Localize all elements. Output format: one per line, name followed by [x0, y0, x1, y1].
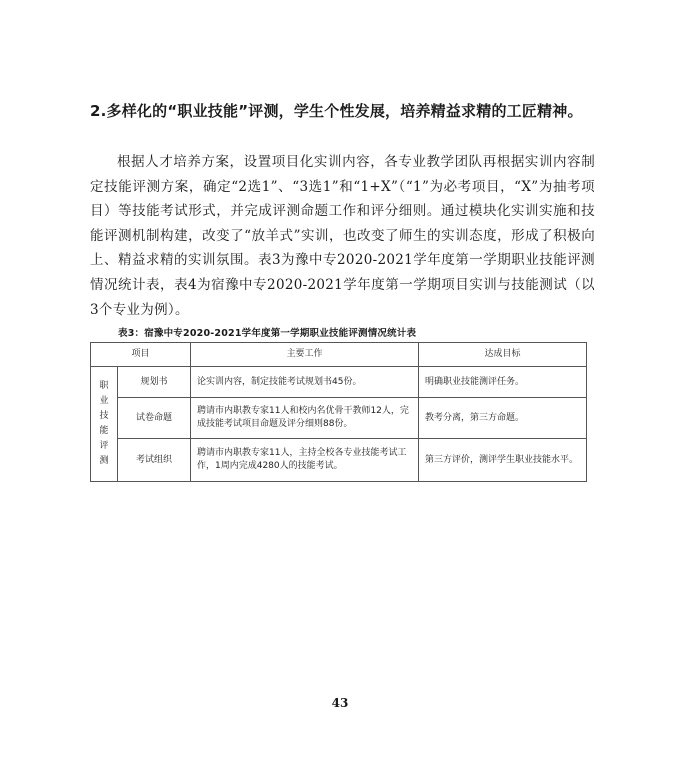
sub-item-cell: 试卷命题 [118, 398, 191, 439]
sub-item-cell: 规划书 [118, 367, 191, 398]
section-heading: 2.多样化的“职业技能”评测，学生个性发展，培养精益求精的工匠精神。 [90, 102, 583, 120]
skills-assessment-table [90, 342, 587, 482]
goal-cell: 明确职业技能测评任务。 [419, 367, 587, 398]
category-label: 职业技能评测 [99, 381, 109, 466]
table-header-row [91, 343, 587, 367]
table-row [91, 439, 587, 482]
work-cell: 聘请市内职教专家11人，主持全校各专业技能考试工作，1周内完成4280人的技能考试。 [191, 439, 419, 482]
work-cell: 论实训内容，制定技能考试规划书45份。 [191, 367, 419, 398]
goal-cell: 教考分离，第三方命题。 [419, 398, 587, 439]
header-project: 项目 [91, 343, 191, 367]
table-row [91, 367, 587, 398]
page-number: 43 [331, 696, 349, 710]
body-paragraph: 根据人才培养方案，设置项目化实训内容，各专业教学团队再根据实训内容制定技能评测方案，确定“2选1”、“3选1”和“1+X”（“1”为必考项目，“X”为抽考项目）等技能考试形式，并完成评测命题工作和评分细则。通过模块化实训实施和技能评测机制构建，改变了“放羊式”实训，也改变了师生的实训态度，形成了积极向上、精益求精的实训氛围。表3为豫中专2020-2021学年度第一学期职业技能评测情况统计表，表4为宿豫中专2020-2021学年度第一学期项目实训与技能测试（以3个专业为例）。 [90, 154, 595, 318]
goal-cell: 第三方评价，测评学生职业技能水平。 [419, 439, 587, 482]
table-row [91, 398, 587, 439]
category-cell [91, 367, 118, 482]
header-main-work: 主要工作 [191, 343, 419, 367]
header-goal: 达成目标 [419, 343, 587, 367]
sub-item-cell: 考试组织 [118, 439, 191, 482]
table-caption: 表3：宿豫中专2020-2021学年度第一学期职业技能评测情况统计表 [118, 328, 417, 339]
work-cell: 聘请市内职教专家11人和校内名优骨干教师12人，完成技能考试项目命题及评分细则88份。 [191, 398, 419, 439]
